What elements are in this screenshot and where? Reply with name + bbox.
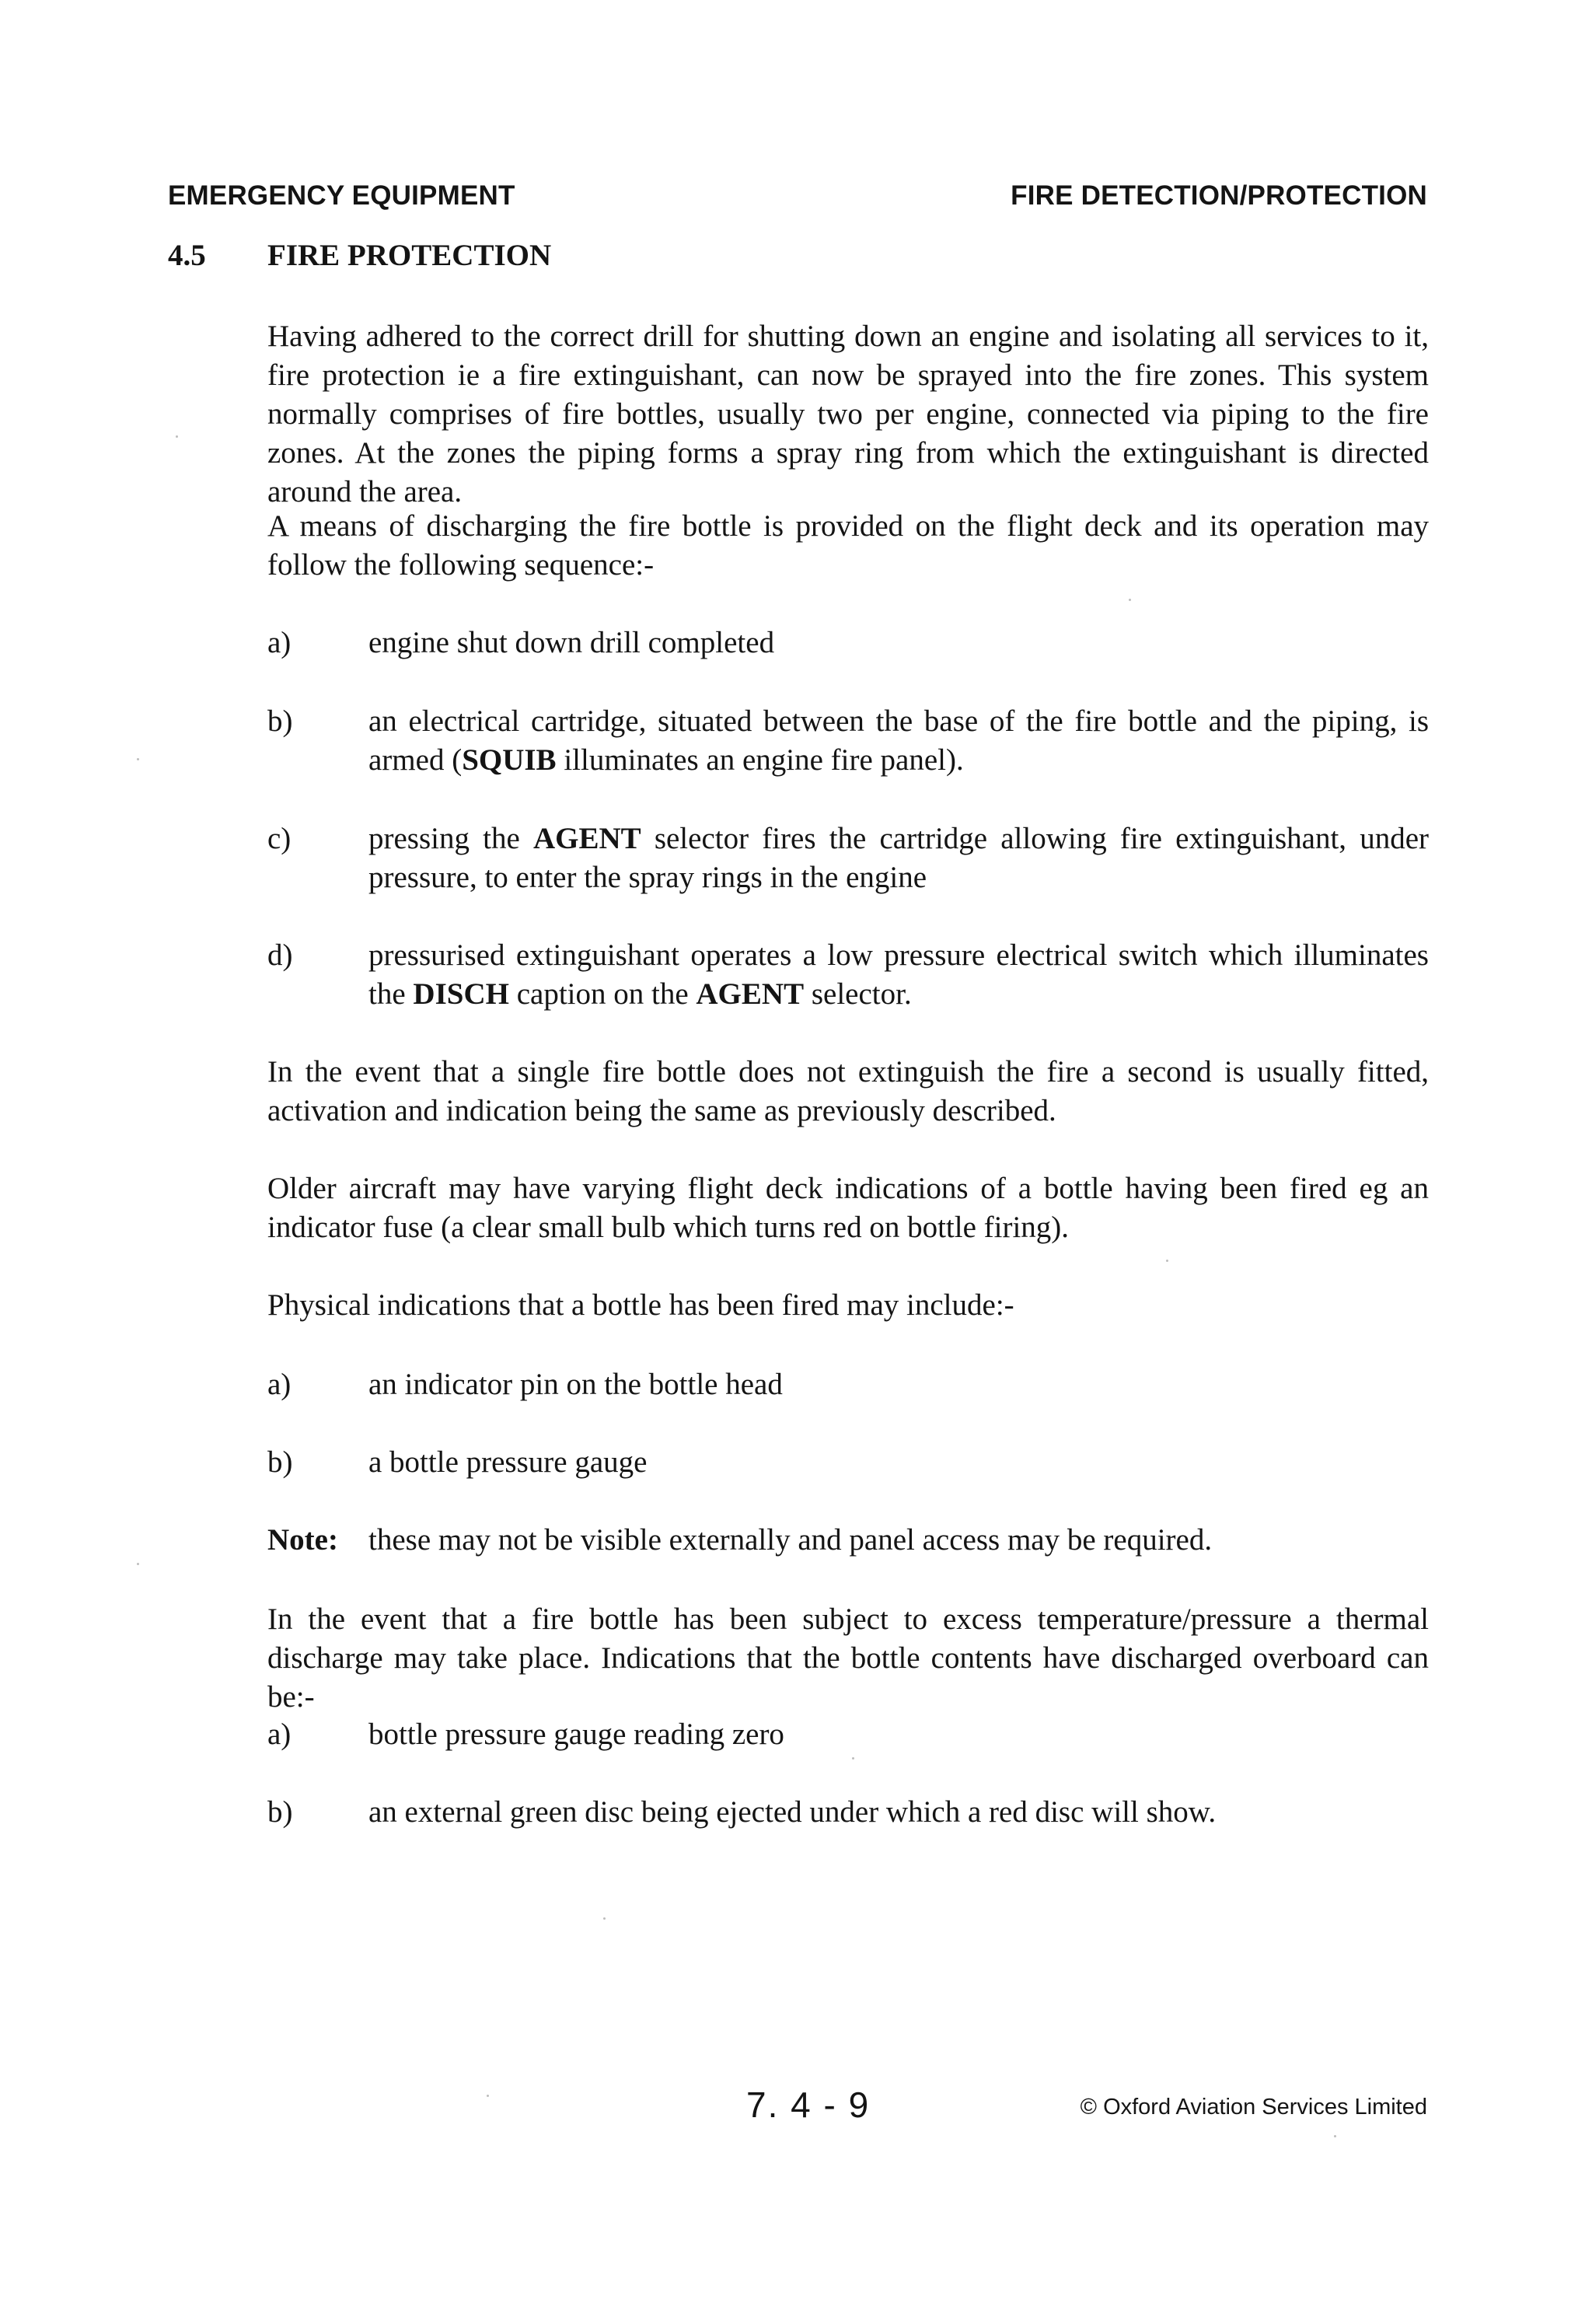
- running-header-left: EMERGENCY EQUIPMENT: [168, 180, 515, 211]
- copyright-notice: © Oxford Aviation Services Limited: [1080, 2095, 1427, 2120]
- scan-speck: [487, 2095, 489, 2097]
- scan-speck: [852, 1757, 854, 1760]
- list-item-text: pressing the AGENT selector fires the cartridge allowing fire extinguishant, under pressure, to enter the spray rings in the engine: [368, 822, 1429, 894]
- list-item-text: an electrical cartridge, situated between the base of the fire bottle and the piping, is armed (SQUIB illuminates an engine fire panel).: [368, 704, 1429, 777]
- scan-speck: [1334, 2135, 1336, 2137]
- list-item-text: a bottle pressure gauge: [368, 1445, 648, 1479]
- paragraph-intro: Having adhered to the correct drill for shutting down an engine and isolating all services to it, fire protection ie a fire extinguishant, can now be sprayed into the fire zones. This system normally comprises of fire bottles, usually two per engine, connected via piping to the fire zones. At the zones the piping forms a spray ring from which the extinguishant is directed around the area.: [267, 320, 1429, 508]
- note-label: Note:: [267, 1523, 338, 1557]
- paragraph-physical-indications: Physical indications that a bottle has been fired may include:-: [267, 1288, 1014, 1322]
- list-item-text: an indicator pin on the bottle head: [368, 1368, 783, 1401]
- paragraph-second-bottle: In the event that a single fire bottle does not extinguish the fire a second is usually fitted, activation and indication being the same as previously described.: [267, 1055, 1429, 1127]
- paragraph-older-aircraft: Older aircraft may have varying flight deck indications of a bottle having been fired eg an indicator fuse (a clear small bulb which turns red on bottle firing).: [267, 1172, 1429, 1244]
- list-item-label: c): [267, 822, 292, 855]
- list-item-label: b): [267, 1795, 293, 1829]
- note-text: these may not be visible externally and panel access may be required.: [368, 1523, 1213, 1557]
- scan-speck: [137, 1563, 139, 1565]
- scan-speck: [176, 435, 178, 438]
- paragraph-sequence-intro: A means of discharging the fire bottle is provided on the flight deck and its operation may follow the following sequence:-: [267, 509, 1429, 582]
- list-item-text: pressurised extinguishant operates a low pressure electrical switch which illuminates the DISCH caption on the AGENT selector.: [368, 938, 1429, 1011]
- page-number: 7. 4 - 9: [746, 2085, 871, 2125]
- list-item-label: d): [267, 938, 293, 972]
- list-item-label: b): [267, 704, 293, 738]
- list-item-text: engine shut down drill completed: [368, 626, 775, 659]
- section-title: FIRE PROTECTION: [267, 239, 552, 272]
- scan-speck: [1166, 1260, 1168, 1262]
- list-item-label: a): [267, 626, 292, 659]
- list-item-label: b): [267, 1445, 293, 1479]
- list-item-text: an external green disc being ejected under which a red disc will show.: [368, 1795, 1217, 1829]
- scan-speck: [1129, 599, 1131, 601]
- list-item-label: a): [267, 1718, 292, 1751]
- paragraph-thermal-discharge: In the event that a fire bottle has been subject to excess temperature/pressure a thermal discharge may take place. Indications that the bottle contents have discharged overboard can be:-: [267, 1602, 1429, 1714]
- list-item-label: a): [267, 1368, 292, 1401]
- scan-speck: [603, 1917, 606, 1920]
- section-number: 4.5: [168, 239, 206, 272]
- squib-term: SQUIB: [462, 743, 557, 777]
- section-heading: [168, 238, 551, 273]
- scan-speck: [137, 758, 139, 760]
- agent-term: AGENT: [696, 977, 805, 1011]
- running-header-right: FIRE DETECTION/PROTECTION: [1011, 180, 1427, 211]
- agent-term: AGENT: [532, 822, 641, 855]
- list-item-text: bottle pressure gauge reading zero: [368, 1718, 784, 1751]
- disch-term: DISCH: [413, 977, 509, 1011]
